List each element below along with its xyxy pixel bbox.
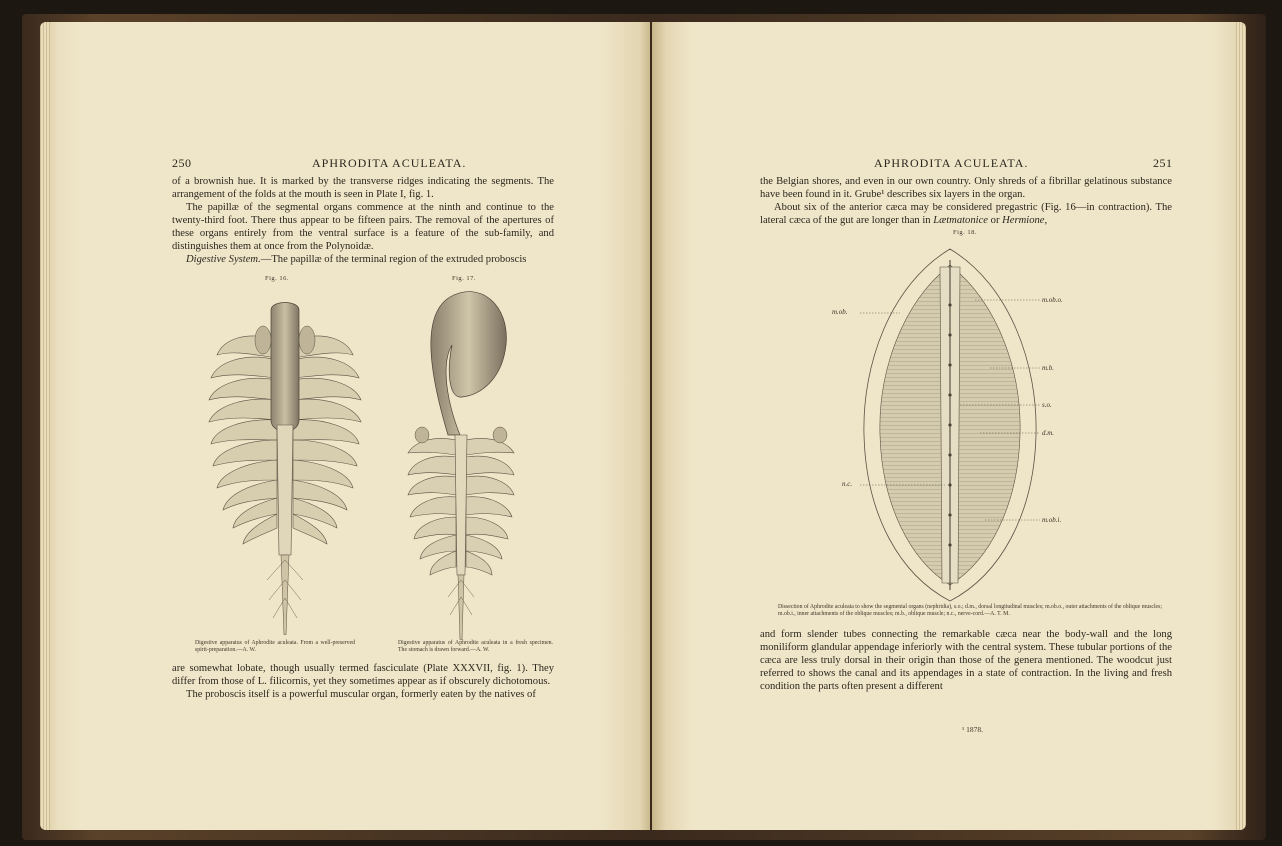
left-paragraph-4: are somewhat lobate, though usually termed fasciculate (Plate XXXVII, fig. 1). They differ from those of L. filicornis, yet they sometimes appear as if obscurely dichotomous. [172,663,554,687]
left-page-number: 250 [172,156,192,170]
fig18-label: Fig. 18. [953,229,978,236]
right-paragraph-2: About six of the anterior cæca may be considered pregastric (Fig. 16—in contraction). The lateral cæca of the gut are longer than in Lætmatonice or Hermione, [760,202,1172,226]
label-m-b: m.b. [1042,364,1055,372]
right-page-edges [1236,22,1246,830]
fig17-digestive-illustration [400,285,522,640]
right-text-bottom [760,628,1172,693]
label-s-o: s.o. [1042,401,1052,409]
fig16-digestive-illustration [205,300,365,635]
fig16-caption: Digestive apparatus of Aphrodite aculeata. From a well-preserved spirit-preparation.—A. W. [195,640,355,653]
left-paragraph-5: The proboscis itself is a powerful muscular organ, formerly eaten by the natives of [186,689,536,700]
left-text-top [172,175,554,266]
fig18-dissection-illustration [860,245,1040,605]
footnote: ¹ 1878. [962,725,983,734]
digestive-system-heading: Digestive System. [186,254,261,265]
left-text-bottom [172,662,554,701]
fig17-caption: Digestive apparatus of Aphrodite aculeata in a fresh specimen. The stomach is drawn forward.—A. W. [398,640,553,653]
left-paragraph-2: The papillæ of the segmental organs commence at the ninth and continue to the twenty-third foot. There thus appear to be fifteen pairs. The removal of the apertures of these organs entirely from the ventral surface is a feature of the sub-family, and distinguishes them at once from the Polynoidæ. [172,202,554,252]
fig17-label: Fig. 17. [452,275,477,282]
left-page-edges [40,22,50,830]
right-paragraph-1: the Belgian shores, and even in our own country. Only shreds of a fibrillar gelatinous substance have been found in it. Grube¹ describes six layers in the organ. [760,176,1172,200]
left-paragraph-3: Digestive System.—The papillæ of the terminal region of the extruded proboscis [186,254,527,265]
label-m-ob-o: m.ob.o. [1042,296,1063,304]
right-text-top [760,175,1172,227]
label-m-ob-i: m.ob.i. [1042,516,1062,524]
right-running-head: APHRODITA ACULEATA. [874,156,1029,170]
fig16-label: Fig. 16. [265,275,290,282]
left-paragraph-1: of a brownish hue. It is marked by the transverse ridges indicating the segments. The arrangement of the folds at the mouth is seen in Plate I, fig. 1. [172,176,554,200]
left-running-head: APHRODITA ACULEATA. [312,156,467,170]
right-paragraph-3: and form slender tubes connecting the remarkable cæca near the body-wall and the long moniliform glandular appendage inferiorly with the central system. These tubular portions of the cæca are less truly dorsal in their origin than those of the genera mentioned. The woodcut just referred to shows the canal and its appendages in a state of contraction. In the living and fresh condition the parts often present a different [760,629,1172,692]
label-n-c: n.c. [842,480,853,488]
right-page-number: 251 [1153,156,1173,170]
label-d-m: d.m. [1042,429,1055,437]
label-m-ob: m.ob. [832,308,848,316]
fig18-caption: Dissection of Aphrodite aculeata to show the segmental organs (nephridia), s.o.; d.m., dorsal longitudinal muscles; m.ob.o., outer attachments of the oblique muscles; m.ob.i., inner attachments of the oblique muscles; m.b., oblique muscle; n.c., nerve-cord.—A. T. M. [778,604,1162,617]
